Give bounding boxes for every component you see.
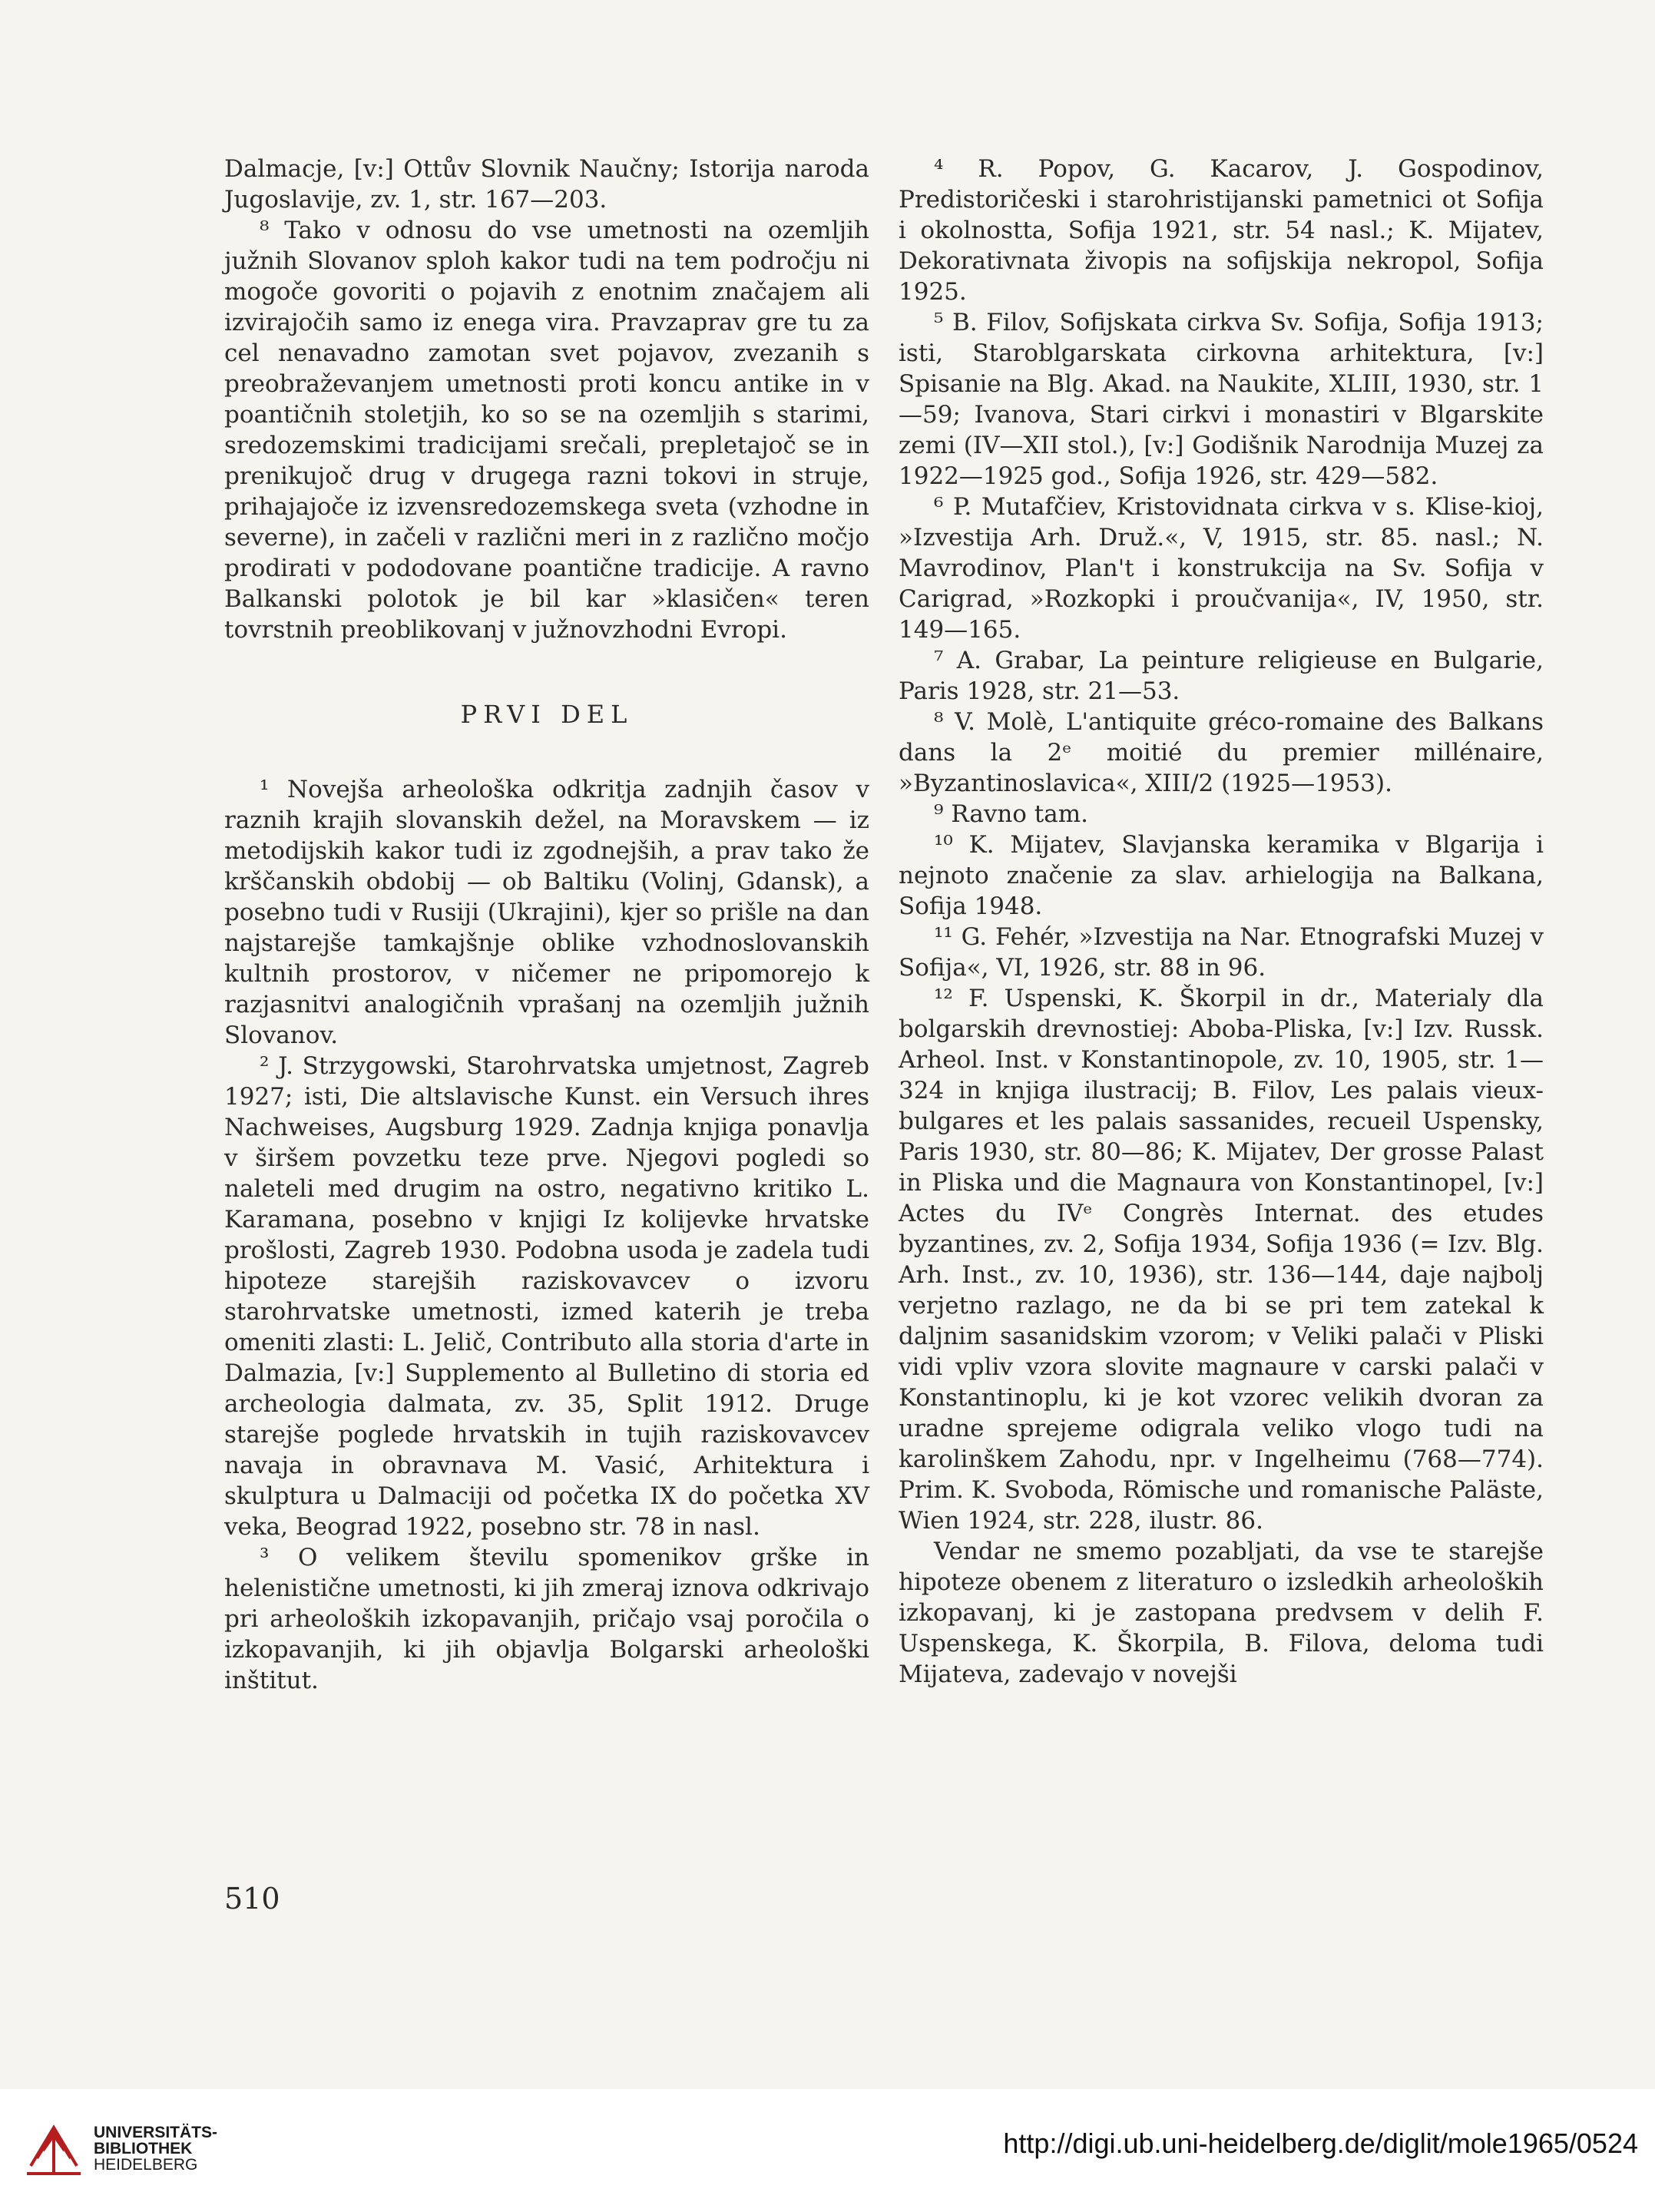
footnote-5: ⁵ B. Filov, Sofijskata cirkva Sv. Sofija, Sofija 1913; isti, Staroblgarskata cirkovna arhitektura, [v:] Spisanie na Blg. Akad. na Naukite, XLIII, 1930, str. 1—59; Ivanova, Stari cirkvi i monastiri v Blgarskite zemi (IV—XII stol.), [v:] Godišnik Narodnija Muzej za 1922—1925 god., Sofija 1926, str. 429—582. [899, 309, 1544, 490]
footnote-8-right: ⁸ V. Molè, L'antiquite gréco-romaine des Balkans dans la 2ᵉ moitié du premier millénaire, »Byzantinoslavica«, XIII/2 (1925—1953). [899, 708, 1544, 797]
footnote-9: ⁹ Ravno tam. [934, 800, 1089, 828]
footnote-1: ¹ Novejša arheološka odkritja zadnjih časov v raznih krajih slovanskih dežel, na Moravskem — iz metodijskih kakor tudi iz zgodnejših, a prav tako že krščanskih obdobij — ob Baltiku (Volinj, Gdansk), a posebno tudi v Rusiji (Ukrajini), kjer so prišle na dan najstarejše tamkajšnje oblike vzhodnoslovanskih kultnih prostorov, v ničemer ne pripomorejo k razjasnitvi analogičnih vprašanj na ozemljih južnih Slovanov. [224, 776, 869, 1049]
footnote-2: ² J. Strzygowski, Starohrvatska umjetnost, Zagreb 1927; isti, Die altslavische Kunst. ein Versuch ihres Nachweises, Augsburg 1929. Zadnja knjiga ponavlja v širšem povzetku teze prve. Njegovi pogledi so naleteli med drugim na ostro, negativno kritiko L. Karamana, posebno v knjigi Iz kolijevke hrvatske prošlosti, Zagreb 1930. Podobna usoda je zadela tudi hipoteze starejših raziskovavcev o izvoru starohrvatske umetnosti, izmed katerih je treba omeniti zlasti: L. Jelič, Contributo alla storia d'arte in Dalmazia, [v:] Supplemento al Bulletino di storia ed archeologia dalmata, zv. 35, Split 1912. Druge starejše poglede hrvatskih in tujih raziskovavcev navaja in obravnava M. Vasić, Arhitektura i skulptura u Dalmaciji od početka IX do početka XV veka, Beograd 1922, posebno str. 78 in nasl. [224, 1052, 869, 1541]
footnote-8: ⁸ Tako v odnosu do vse umetnosti na ozemljih južnih Slovanov sploh kakor tudi na tem področju ni mogoče govoriti o pojavih z enotnim značajem ali izvirajočih samo iz enega vira. Pravzaprav gre tu za cel nenavadno zamotan svet pojavov, zvezanih s preobraževanjem umetnosti proti koncu antike in v poantičnih stoletjih, ko so se na ozemljih s starimi, sredozemskimi tradicijami srečali, prepletajoč se in prenikujoč drug v drugega razni tokovi in struje, prihajajoče iz izvensredozemskega sveta (vzhodne in severne), in začeli v različni meri in z različno močjo prodirati v pododovane poantične tradicije. A ravno Balkanski polotok je bil kar »klasičen« teren tovrstnih preoblikovanj v južnovzhodni Evropi. [224, 217, 869, 644]
section-heading: PRVI DEL [460, 700, 634, 729]
footnote-3: ³ O velikem številu spomenikov grške in helenistične umetnosti, ki jih zmeraj iznova odkrivajo pri arheoloških izkopavanjih, pričajo vsaj poročila o izkopavanjih, ki jih objavlja Bolgarski arheološki inštitut. [224, 1544, 869, 1694]
library-name-line3: HEIDELBERG [94, 2156, 198, 2174]
page-number: 510 [224, 1882, 280, 1916]
footnote-4: ⁴ R. Popov, G. Kacarov, J. Gospodinov, Predistoričeski i starohristijanski pametnici ot Sofija i okolnostta, Sofija 1921, str. 54 nasl.; K. Mijatev, Dekorativnata živopis na sofijskija nekropol, Sofija 1925. [899, 155, 1544, 306]
library-name-line2: BIBLIOTHEK [94, 2140, 193, 2157]
footnote-6: ⁶ P. Mutafčiev, Kristovidnata cirkva v s. Klise-kioj, »Izvestija Arh. Druž.«, V, 1915, str. 85. nasl.; N. Mavrodinov, Plan't i konstrukcija na Sv. Sofija v Carigrad, »Rozkopki i proučvanija«, IV, 1950, str. 149—165. [899, 493, 1544, 644]
footnote-11: ¹¹ G. Fehér, »Izvestija na Nar. Etnografski Muzej v Sofija«, VI, 1926, str. 88 in 96. [899, 923, 1544, 982]
library-logo-icon [23, 2112, 84, 2181]
footnote-continuation: Dalmacje, [v:] Ottův Slovnik Naučny; Istorija naroda Jugoslavije, zv. 1, str. 167—203. [224, 155, 869, 214]
body-text: Vendar ne smemo pozabljati, da vse te starejše hipoteze obenem z literaturo o izsledkih arheoloških izkopavanj, ki je zastopana predvsem v delih F. Uspenskega, K. Škorpila, B. Filova, deloma tudi Mijateva, zadevajo v novejši [899, 1538, 1544, 1688]
source-url-link[interactable]: http://digi.ub.uni-heidelberg.de/diglit/mole1965/0524 [1003, 2128, 1638, 2159]
left-column [224, 154, 869, 1696]
footer-bar [0, 2089, 1655, 2212]
footnote-10: ¹⁰ K. Mijatev, Slavjanska keramika v Blgarija i nejnoto značenie za slav. arhielogija na Balkana, Sofija 1948. [899, 831, 1544, 920]
library-name-line1: UNIVERSITÄTS- [94, 2124, 218, 2141]
footnote-7: ⁷ A. Grabar, La peinture religieuse en Bulgarie, Paris 1928, str. 21—53. [899, 647, 1544, 705]
right-column [899, 154, 1544, 1690]
library-name [94, 2124, 217, 2173]
footnote-12: ¹² F. Uspenski, K. Škorpil in dr., Materialy dla bolgarskih drevnostiej: Aboba-Pliska, [v:] Izv. Russk. Arheol. Inst. v Konstantinopole, zv. 10, 1905, str. 1—324 in knjiga ilustracij; B. Filov, Les palais vieux-bulgares et les palais sassanides, recueil Uspensky, Paris 1930, str. 80—86; K. Mijatev, Der grosse Palast in Pliska und die Magnaura von Konstantinopel, [v:] Actes du IVᵉ Congrès Internat. des etudes byzantines, zv. 2, Sofija 1934, Sofija 1936 (= Izv. Blg. Arh. Inst., zv. 10, 1936), str. 136—144, daje najbolj verjetno razlago, ne da bi se pri tem zatekal k daljnim sasanidskim vzorom; v Veliki palači v Pliski vidi vpliv vzora slovite magnaure v carski palači v Konstantinoplu, ki je kot vzorec velikih dvoran za uradne sprejeme odigrala veliko vlogo tudi na karolinškem Zahodu, npr. v Ingelheimu (768—774). Prim. K. Svoboda, Römische und romanische Paläste, Wien 1924, str. 228, ilustr. 86. [899, 985, 1544, 1535]
